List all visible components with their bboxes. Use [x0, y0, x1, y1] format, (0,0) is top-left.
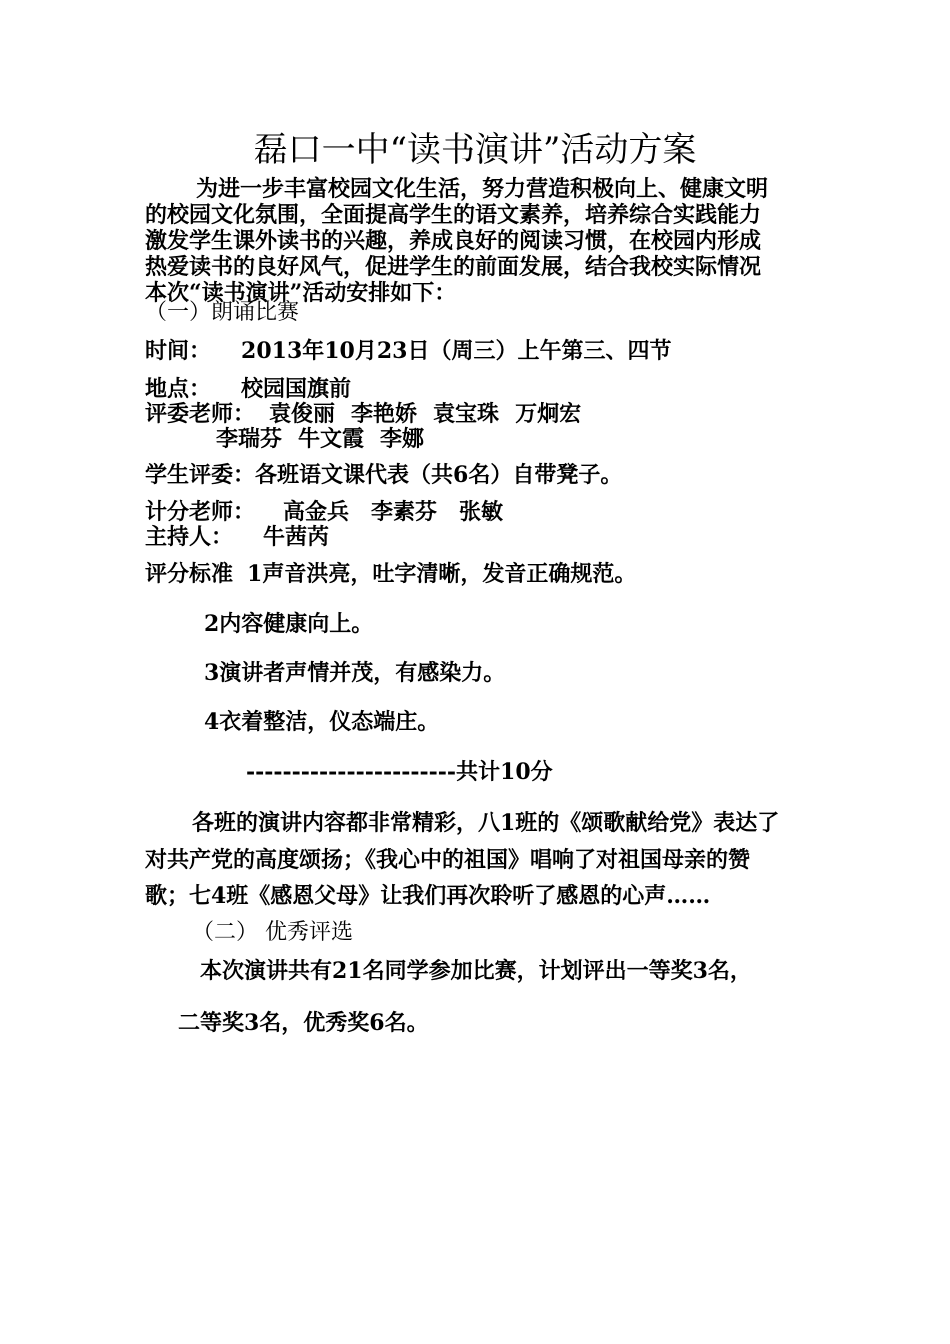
place-label: 地点：	[145, 376, 212, 402]
summary-line-2: 对共产党的高度颂扬；《我心中的祖国》唱响了对祖国母亲的赞	[145, 847, 751, 873]
total-score-line: -----------------------共计10分	[246, 759, 553, 785]
scorers-row	[145, 499, 503, 525]
section2-line-1: 本次演讲共有21名同学参加比赛，计划评出一等奖3名，	[200, 958, 752, 984]
summary-line-3: 歌；七4班《感恩父母》让我们再次聆听了感恩的心声……	[145, 883, 711, 909]
student-judges-label: 学生评委：	[145, 462, 256, 488]
judges-row-1	[145, 401, 581, 427]
judge-name: 万炯宏	[515, 401, 582, 427]
judge-name: 袁俊丽	[269, 401, 336, 427]
host-row	[145, 524, 329, 550]
document-title: 磊口一中“读书演讲”活动方案	[253, 130, 697, 170]
intro-line-4: 热爱读书的良好风气，促进学生的前面发展，结合我校实际情况	[145, 254, 762, 280]
summary-line-1: 各班的演讲内容都非常精彩，八1班的《颂歌献给党》表达了	[192, 810, 780, 836]
time-label: 时间：	[145, 338, 212, 364]
criterion-item: 2内容健康向上。	[204, 611, 374, 637]
host-label: 主持人：	[145, 524, 234, 550]
judge-name: 袁宝珠	[433, 401, 500, 427]
scorer-name: 高金兵	[283, 499, 350, 525]
time-row	[145, 338, 671, 364]
section2-heading: （二） 优秀评选	[192, 920, 353, 945]
scorer-name: 李素芬	[371, 499, 438, 525]
host-value: 牛茜芮	[263, 524, 330, 550]
scorer-name: 张敏	[459, 499, 504, 525]
time-value: 2013年10月23日（周三）上午第三、四节	[241, 338, 672, 364]
scorers-label: 计分老师：	[145, 499, 256, 525]
section2-line-2: 二等奖3名，优秀奖6名。	[178, 1010, 429, 1036]
criterion-item: 3演讲者声情并茂，有感染力。	[204, 660, 506, 686]
student-judges-value: 各班语文课代表（共6名）自带凳子。	[255, 462, 623, 488]
judge-name: 李娜	[380, 426, 425, 452]
intro-line-3: 激发学生课外读书的兴趣，养成良好的阅读习惯，在校园内形成	[145, 228, 762, 254]
intro-line-1: 为进一步丰富校园文化生活，努力营造积极向上、健康文明	[196, 176, 769, 202]
criterion-item: 1声音洪亮，吐字清晰，发音正确规范。	[247, 561, 637, 587]
intro-line-5: 本次“读书演讲”活动安排如下：	[145, 280, 457, 306]
criteria-label: 评分标准	[145, 561, 234, 587]
judges-label: 评委老师：	[145, 401, 256, 427]
place-row	[145, 376, 351, 402]
judge-name: 牛文霞	[298, 426, 365, 452]
criteria-row-1	[145, 561, 636, 587]
criterion-item: 4衣着整洁，仪态端庄。	[204, 709, 440, 735]
student-judges-row	[145, 462, 622, 488]
place-value: 校园国旗前	[241, 376, 352, 402]
judges-row-2	[216, 426, 424, 452]
intro-line-2: 的校园文化氛围，全面提高学生的语文素养，培养综合实践能力	[145, 202, 762, 228]
judge-name: 李艳娇	[351, 401, 418, 427]
judge-name: 李瑞芬	[216, 426, 283, 452]
section1-heading: （一）朗诵比赛	[145, 300, 300, 325]
